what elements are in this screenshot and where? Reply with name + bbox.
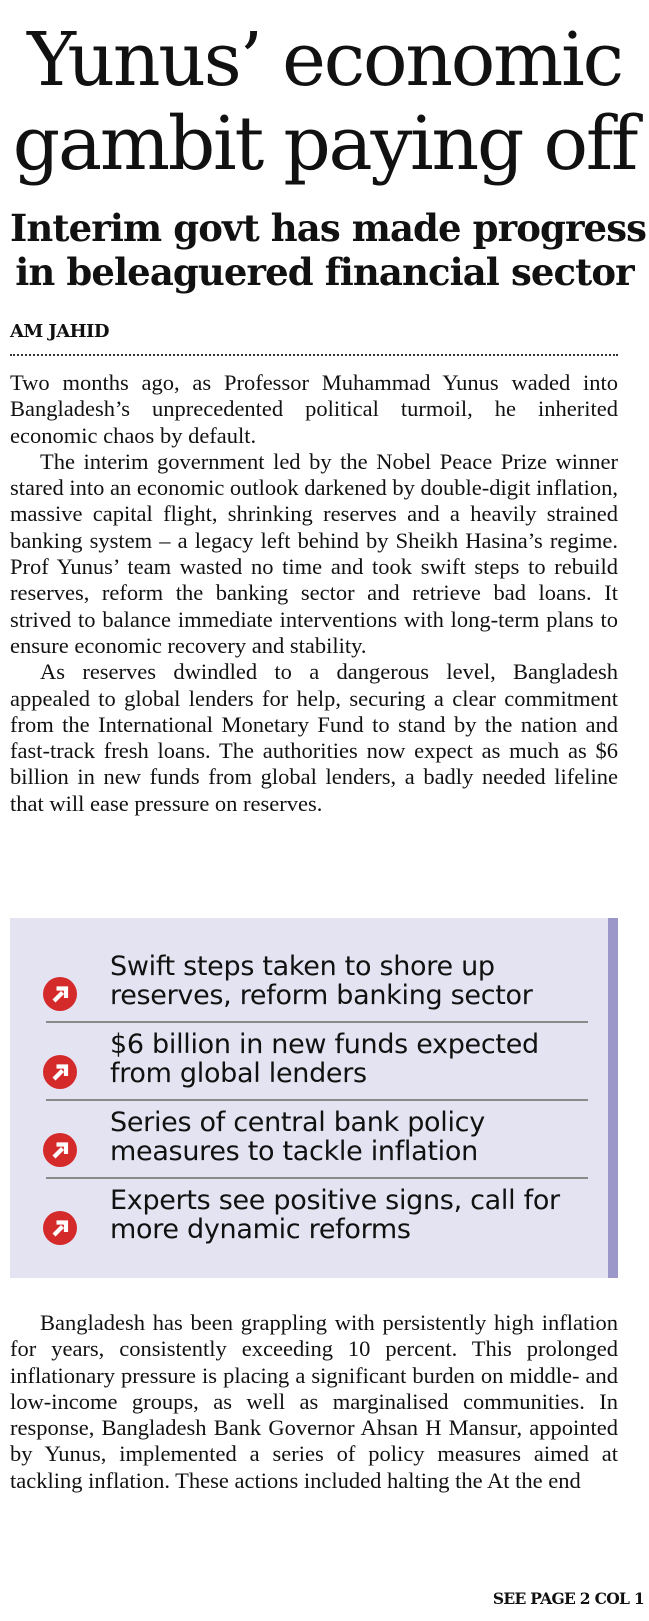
highlight-item (10, 1186, 588, 1262)
highlight-divider (46, 1177, 588, 1179)
subheadline-line-2: in beleaguered financial sector (15, 250, 634, 294)
subheadline-line-1: Interim govt has made progress (10, 206, 647, 250)
headline-line-2: gambit paying off (12, 101, 637, 187)
arrow-up-right-circle-icon (42, 1210, 78, 1246)
byline-divider (10, 354, 618, 356)
article-paragraph: The interim government led by the Nobel Peace Prize winner stared into an economic outlook darkened by double-digit inflation, massive capital flight, shrinking reserves and a heavily strained banking system – a legacy left behind by Sheikh Hasina’s regime. Prof Yunus’ team wasted no time and took swift steps to rebuild reserves, reform the banking sector and retrieve bad loans. It strived to balance immediate interventions with long-term plans to ensure economic recovery and stability. (10, 448, 618, 658)
highlight-text: $6 billion in new funds expected from global lenders (110, 1029, 539, 1089)
headline-line-1: Yunus’ economic (27, 17, 622, 103)
arrow-up-right-circle-icon (42, 1132, 78, 1168)
arrow-up-right-circle-icon (42, 1054, 78, 1090)
arrow-up-right-circle-icon (42, 976, 78, 1012)
highlight-text: Series of central bank policy measures to tackle inflation (110, 1107, 485, 1167)
continuation-jump-line: SEE PAGE 2 COL 1 (492, 1589, 644, 1608)
highlights-box (10, 918, 608, 1278)
highlight-divider (46, 1099, 588, 1101)
highlight-item (10, 952, 588, 1028)
article-body-top (10, 370, 618, 817)
headline (10, 18, 639, 186)
article-paragraph: Bangladesh has been grappling with persistently high inflation for years, consistently exceeding 10 percent. This prolonged inflationary pressure is placing a significant burden on middle- and low-income groups, as well as marginalised communities. In response, Bangladesh Bank Governor Ahsan H Mansur, appointed by Yunus, implemented a series of policy measures aimed at tackling inflation. These actions included halting the At the end (10, 1310, 618, 1493)
highlight-item (10, 1108, 588, 1184)
byline: AM JAHID (10, 321, 109, 342)
subheadline (10, 206, 647, 294)
highlight-divider (46, 1021, 588, 1023)
highlight-text: Experts see positive signs, call for more dynamic reforms (110, 1185, 560, 1245)
article-paragraph: Two months ago, as Professor Muhammad Yunus waded into Bangladesh’s unprecedented political turmoil, he inherited economic chaos by default. (10, 370, 618, 448)
article-body-bottom (10, 1310, 618, 1494)
article-paragraph: As reserves dwindled to a dangerous level, Bangladesh appealed to global lenders for help, securing a clear commitment from the International Monetary Fund to stand by the nation and fast-track fresh loans. The authorities now expect as much as $6 billion in new funds from global lenders, a badly needed lifeline that will ease pressure on reserves. (10, 659, 618, 816)
highlight-item (10, 1030, 588, 1106)
highlight-text: Swift steps taken to shore up reserves, reform banking sector (110, 951, 533, 1011)
highlights-accent-bar (608, 918, 618, 1278)
